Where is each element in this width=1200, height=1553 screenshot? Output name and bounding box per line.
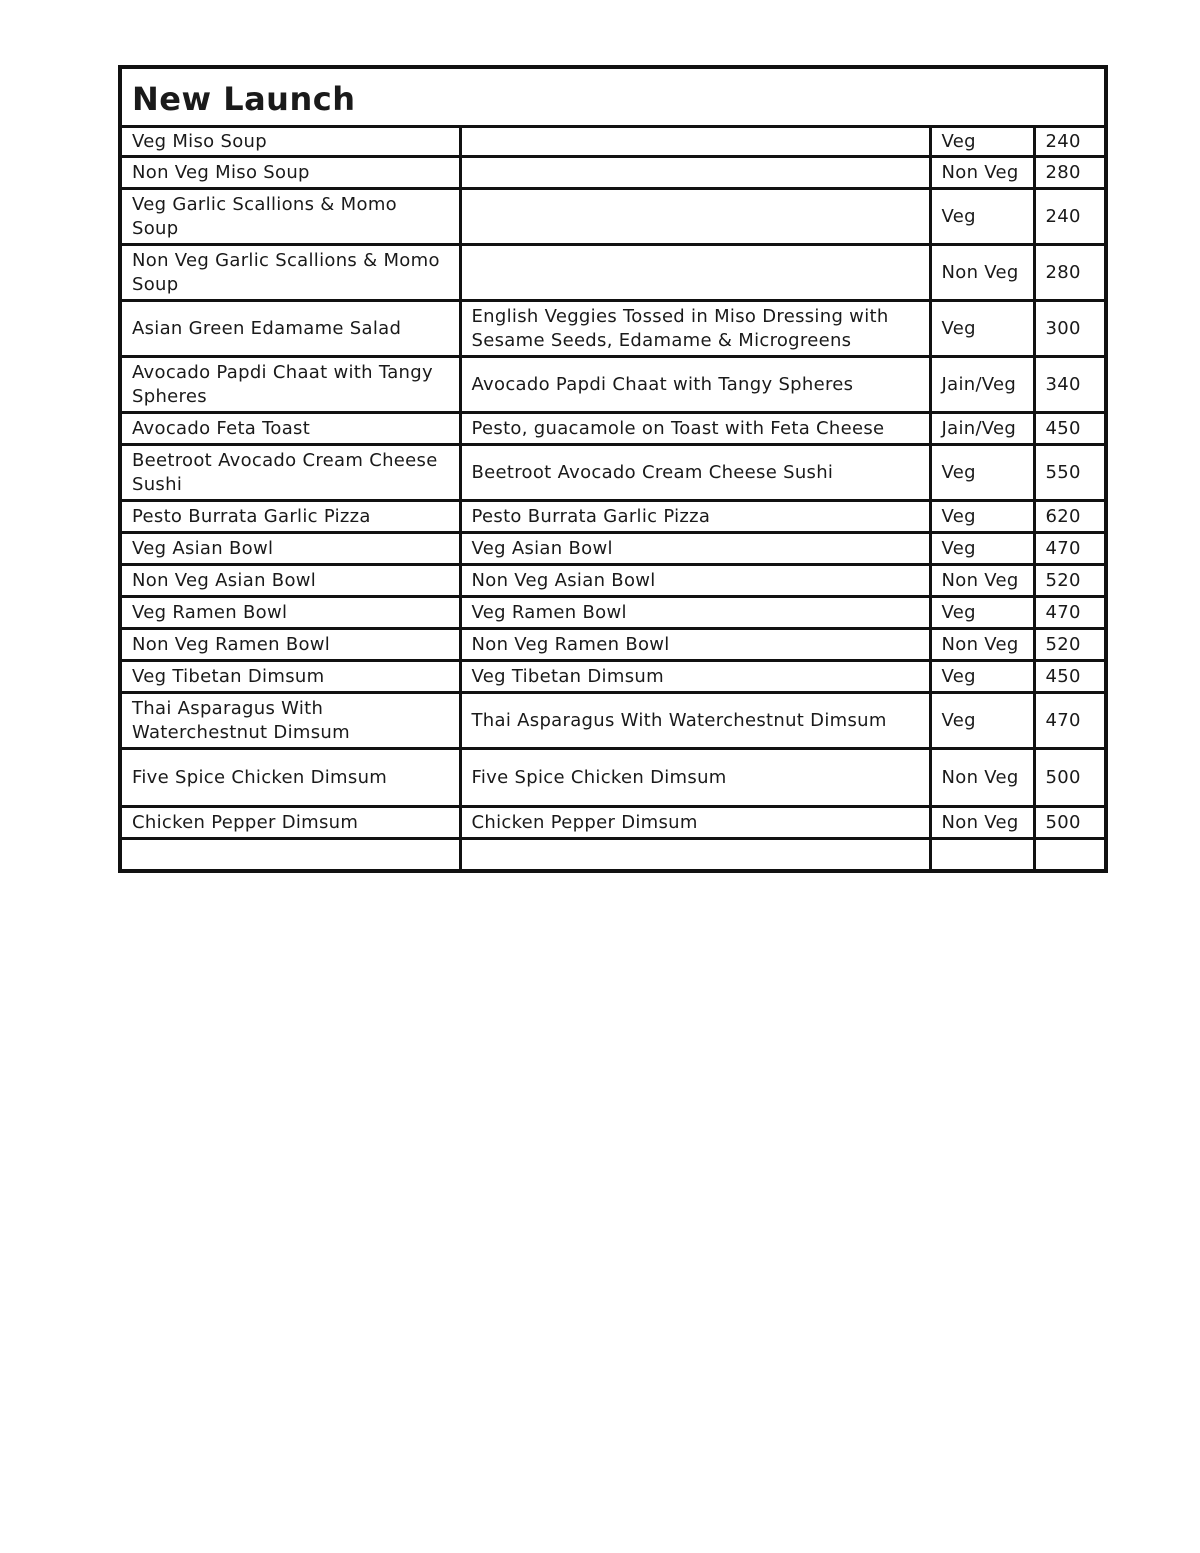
item-name: Thai Asparagus With Waterchestnut Dimsum [120,693,460,749]
item-type: Veg [930,693,1034,749]
table-row [120,245,1106,301]
item-price: 450 [1034,413,1106,445]
item-type: Veg [930,127,1034,157]
item-price: 470 [1034,597,1106,629]
item-description: Chicken Pepper Dimsum [460,807,930,839]
item-description [460,127,930,157]
item-name: Non Veg Miso Soup [120,157,460,189]
item-price: 450 [1034,661,1106,693]
item-name: Veg Garlic Scallions & Momo Soup [120,189,460,245]
table-row [120,157,1106,189]
item-description [460,157,930,189]
item-price: 280 [1034,157,1106,189]
item-price: 280 [1034,245,1106,301]
menu-table [118,65,1108,873]
item-name: Five Spice Chicken Dimsum [120,749,460,807]
table-row [120,565,1106,597]
item-description: Five Spice Chicken Dimsum [460,749,930,807]
item-description [460,245,930,301]
table-row [120,629,1106,661]
item-description: Pesto Burrata Garlic Pizza [460,501,930,533]
item-name: Veg Asian Bowl [120,533,460,565]
table-row [120,445,1106,501]
table-row [120,749,1106,807]
item-type: Non Veg [930,629,1034,661]
item-description: Veg Tibetan Dimsum [460,661,930,693]
table-row [120,301,1106,357]
table-row [120,357,1106,413]
item-description [460,839,930,871]
item-price: 240 [1034,189,1106,245]
item-type: Non Veg [930,245,1034,301]
table-row [120,839,1106,871]
item-name: Pesto Burrata Garlic Pizza [120,501,460,533]
menu-title: New Launch [120,67,1106,127]
item-name: Non Veg Ramen Bowl [120,629,460,661]
table-row [120,501,1106,533]
item-price: 470 [1034,533,1106,565]
table-row [120,597,1106,629]
item-description: Beetroot Avocado Cream Cheese Sushi [460,445,930,501]
item-type: Veg [930,661,1034,693]
item-price: 500 [1034,807,1106,839]
item-name: Veg Ramen Bowl [120,597,460,629]
item-price: 620 [1034,501,1106,533]
item-price [1034,839,1106,871]
item-name: Chicken Pepper Dimsum [120,807,460,839]
item-type: Non Veg [930,565,1034,597]
item-price: 520 [1034,565,1106,597]
item-description: Non Veg Ramen Bowl [460,629,930,661]
item-name: Non Veg Asian Bowl [120,565,460,597]
item-price: 520 [1034,629,1106,661]
item-description: Avocado Papdi Chaat with Tangy Spheres [460,357,930,413]
item-type: Jain/Veg [930,357,1034,413]
item-type: Veg [930,445,1034,501]
item-price: 550 [1034,445,1106,501]
item-type: Non Veg [930,807,1034,839]
item-description: English Veggies Tossed in Miso Dressing with Sesame Seeds, Edamame & Microgreens [460,301,930,357]
item-name: Non Veg Garlic Scallions & Momo Soup [120,245,460,301]
item-type: Non Veg [930,157,1034,189]
item-price: 500 [1034,749,1106,807]
item-name: Avocado Feta Toast [120,413,460,445]
item-description: Thai Asparagus With Waterchestnut Dimsum [460,693,930,749]
item-price: 300 [1034,301,1106,357]
item-name: Asian Green Edamame Salad [120,301,460,357]
item-name [120,839,460,871]
item-price: 470 [1034,693,1106,749]
item-name: Veg Miso Soup [120,127,460,157]
item-price: 240 [1034,127,1106,157]
table-row [120,661,1106,693]
menu-body [120,67,1106,871]
item-type: Veg [930,189,1034,245]
item-type [930,839,1034,871]
item-name: Beetroot Avocado Cream Cheese Sushi [120,445,460,501]
item-type: Veg [930,501,1034,533]
table-row [120,533,1106,565]
item-price: 340 [1034,357,1106,413]
item-description: Veg Asian Bowl [460,533,930,565]
item-type: Veg [930,597,1034,629]
table-row [120,413,1106,445]
title-row [120,67,1106,127]
item-description [460,189,930,245]
item-description: Non Veg Asian Bowl [460,565,930,597]
table-row [120,189,1106,245]
item-name: Avocado Papdi Chaat with Tangy Spheres [120,357,460,413]
table-row [120,807,1106,839]
table-row [120,693,1106,749]
item-type: Jain/Veg [930,413,1034,445]
item-type: Veg [930,301,1034,357]
item-type: Veg [930,533,1034,565]
item-description: Veg Ramen Bowl [460,597,930,629]
item-name: Veg Tibetan Dimsum [120,661,460,693]
table-row [120,127,1106,157]
item-type: Non Veg [930,749,1034,807]
item-description: Pesto, guacamole on Toast with Feta Cheese [460,413,930,445]
